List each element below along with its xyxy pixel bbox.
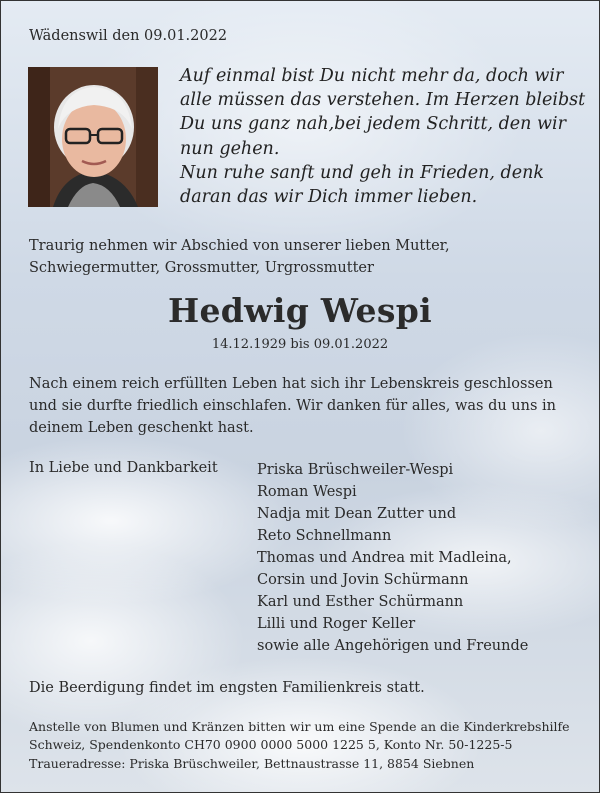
funeral-note: Die Beerdigung findet im engsten Familienkreis statt.: [29, 680, 425, 696]
footer-line: Schweiz, Spendenkonto CH70 0900 0000 5000 1225 5, Konto Nr. 50-1225-5: [29, 737, 513, 753]
family-member: sowie alle Angehörigen und Freunde: [257, 638, 529, 654]
footer-line: Traueradresse: Priska Brüschweiler, Bettnaustrasse 11, 8854 Siebnen: [29, 755, 475, 771]
footer-line: Anstelle von Blumen und Kränzen bitten wir um eine Spende an die Kinderkrebshilfe: [29, 719, 570, 734]
deceased-name: Hedwig Wespi: [168, 291, 432, 330]
family-member: Reto Schnellmann: [257, 528, 392, 544]
poem-line: Du uns ganz nah,bei jedem Schritt, den wir: [180, 114, 566, 135]
poem-line: Auf einmal bist Du nicht mehr da, doch wir: [180, 66, 564, 86]
family-member: Thomas und Andrea mit Madleina,: [257, 550, 512, 566]
closing-phrase: In Liebe und Dankbarkeit: [29, 460, 218, 476]
portrait-image: [28, 67, 158, 207]
family-member: Corsin und Jovin Schürmann: [257, 572, 469, 588]
donation-footer: [29, 718, 589, 773]
intro-text: Traurig nehmen wir Abschied von unserer lieben Mutter, Schwiegermutter, Grossmutter, Urgrossmutter: [29, 238, 450, 276]
poem-line: alle müssen das verstehen. Im Herzen bleibst: [180, 90, 586, 111]
poem-line: nun gehen.: [180, 138, 280, 159]
family-member: Karl und Esther Schürmann: [257, 594, 464, 610]
poem-line: daran das wir Dich immer lieben.: [180, 187, 478, 208]
poem: [180, 64, 586, 209]
family-list: [257, 459, 528, 657]
tribute-paragraph: Nach einem reich erfüllten Leben hat sich ihr Lebenskreis geschlossen und sie durfte friedlich einschlafen. Wir danken für alles, was du uns in deinem Leben geschenkt hast.: [29, 376, 557, 436]
portrait-photo: [28, 67, 158, 207]
family-member: Priska Brüschweiler-Wespi: [257, 462, 454, 478]
family-member: Lilli und Roger Keller: [257, 616, 416, 632]
family-member: Roman Wespi: [257, 484, 357, 500]
life-dates: 14.12.1929 bis 09.01.2022: [211, 337, 389, 352]
poem-line: Nun ruhe sanft und geh in Frieden, denk: [180, 162, 544, 183]
family-member: Nadja mit Dean Zutter und: [257, 506, 457, 522]
place-date: Wädenswil den 09.01.2022: [29, 28, 228, 44]
